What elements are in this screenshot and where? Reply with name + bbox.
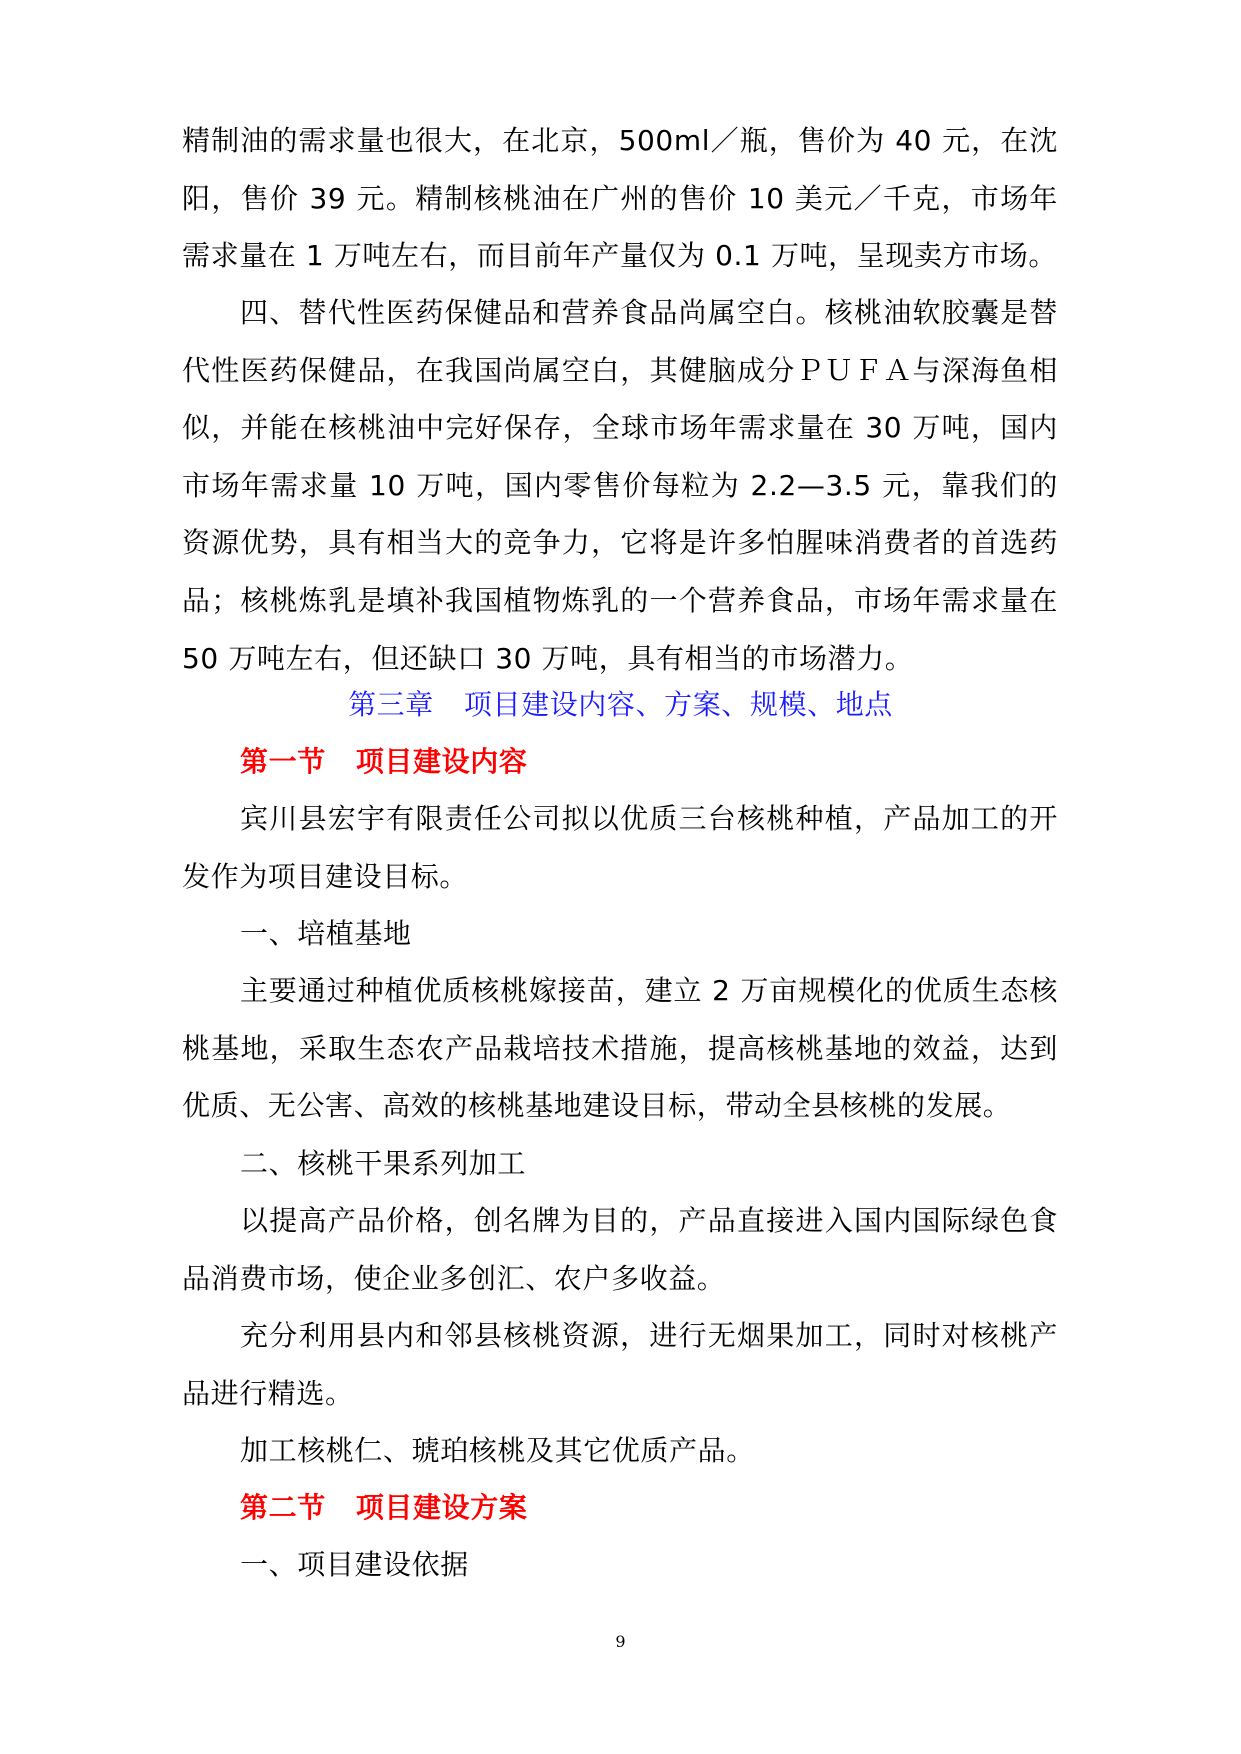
- paragraph-health-products: 四、替代性医药保健品和营养食品尚属空白。核桃油软胶囊是替代性医药保健品，在我国尚属空白，其健脑成分ＰＵＦＡ与深海鱼相似，并能在核桃油中完好保存，全球市场年需求量在 30 万吨，国内市场年需求量 10 万吨，国内零售价每粒为 2.2—3.5 元，靠我们的资源优势，具有相当大的竞争力，它将是许多怕腥味消费者的首选药品；核桃炼乳是填补我国植物炼乳的一个营养食品，市场年需求量在50 万吨左右，但还缺口 30 万吨，具有相当的市场潜力。: [182, 296, 1058, 675]
- subheading-project-basis: 一、项目建设依据: [240, 1548, 469, 1581]
- section-heading-1: [240, 733, 527, 791]
- paragraph-refined-oil-demand: 精制油的需求量也很大，在北京，500ml／瓶，售价为 40 元，在沈阳，售价 39 元。精制核桃油在广州的售价 10 美元／千克，市场年需求量在 1 万吨左右，而目前年产量仅为 0.1 万吨，呈现卖方市场。: [182, 124, 1058, 273]
- subheading-dry-fruit-processing: 二、核桃干果系列加工: [240, 1147, 527, 1180]
- paragraph-product-pricing: 以提高产品价格，创名牌为目的，产品直接进入国内国际绿色食品消费市场，使企业多创汇、农户多收益。: [182, 1204, 1058, 1295]
- section-2-number: 第二节: [240, 1491, 326, 1524]
- paragraph-project-goal: 宾川县宏宇有限责任公司拟以优质三台核桃种植，产品加工的开发作为项目建设目标。: [182, 802, 1058, 893]
- paragraph-processing-products: 加工核桃仁、琥珀核桃及其它优质产品。: [240, 1434, 755, 1467]
- section-heading-2: [240, 1479, 527, 1537]
- paragraph-cultivation-base: 主要通过种植优质核桃嫁接苗，建立 2 万亩规模化的优质生态核桃基地，采取生态农产品栽培技术措施，提高核桃基地的效益，达到优质、无公害、高效的核桃基地建设目标，带动全县核桃的发展。: [182, 974, 1058, 1123]
- chapter-heading: [0, 676, 1241, 734]
- section-1-number: 第一节: [240, 745, 326, 778]
- section-1-title: 项目建设内容: [355, 745, 528, 778]
- paragraph-resource-use: 充分利用县内和邻县核桃资源，进行无烟果加工，同时对核桃产品进行精选。: [182, 1319, 1058, 1410]
- chapter-number: 第三章: [348, 688, 434, 721]
- page-number: 9: [615, 1632, 626, 1651]
- section-2-title: 项目建设方案: [355, 1491, 528, 1524]
- chapter-title: 项目建设内容、方案、规模、地点: [463, 688, 893, 721]
- subheading-cultivation-base: 一、培植基地: [240, 917, 412, 950]
